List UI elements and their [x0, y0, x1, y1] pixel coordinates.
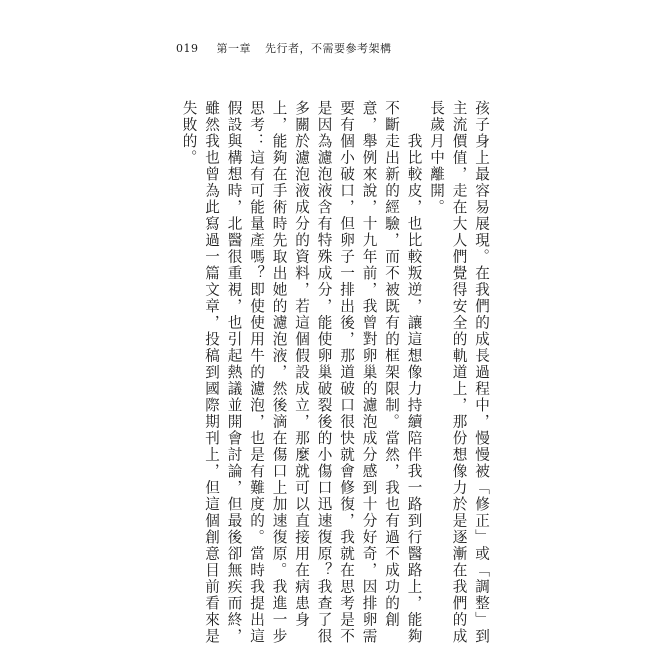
text-column: 我比較皮，也比較叛逆，讓這想像力持續陪伴我一路到行醫路上，能夠 [405, 100, 423, 645]
text-column: 孩子身上最容易展現。在我們的成長過程中，慢慢被「修正」或「調整」到 [473, 100, 490, 645]
text-column: 思考：這有可能量產嗎？即使使用牛的濾泡，也是有難度的。當時我提出這 [248, 100, 265, 645]
text-column: 意，舉例來說，十九年前，我曾對卵巢的濾泡成分感到十分好奇，因排卵需 [360, 100, 378, 645]
text-column: 是因為濾泡液含有特殊成分，能使卵巢破裂後的小傷口迅速復原？我查了很 [315, 100, 333, 645]
body-text [177, 100, 492, 645]
text-column: 長歲月中離開。 [428, 100, 445, 216]
text-column: 不斷走出新的經驗，而不被既有的框架限制。當然，我也有過不成功的創 [383, 100, 400, 628]
page-number: 019 [176, 42, 199, 55]
text-column: 要有個小破口，但卵子一排出後，那道破口很快就會修復，我就在思考是不 [338, 100, 355, 645]
text-column: 上，能夠在手術時先取出她的濾泡液，然後滴在傷口上加速復原。我進一步 [270, 100, 288, 645]
text-column: 假設與構想時，北醫很重視，也引起熱議並開會討論，但最後卻無疾而終， [225, 100, 243, 645]
chapter-title: 先行者，不需要參考架構 [265, 42, 392, 55]
text-column: 失敗的。 [180, 100, 198, 166]
running-header [176, 40, 392, 56]
chapter-label: 第一章 [216, 42, 251, 55]
text-column: 主流價值，走在大人們覺得安全的軌道上，那份想像力於是逐漸在我們的成 [450, 100, 468, 645]
text-column: 多關於濾泡液成分的資料，若這個假設成立，那麼就可以直接用在病患身 [293, 100, 310, 628]
text-column: 雖然我也曾為此寫過一篇文章，投稿到國際期刊上，但這個創意目前看來是 [203, 100, 220, 645]
